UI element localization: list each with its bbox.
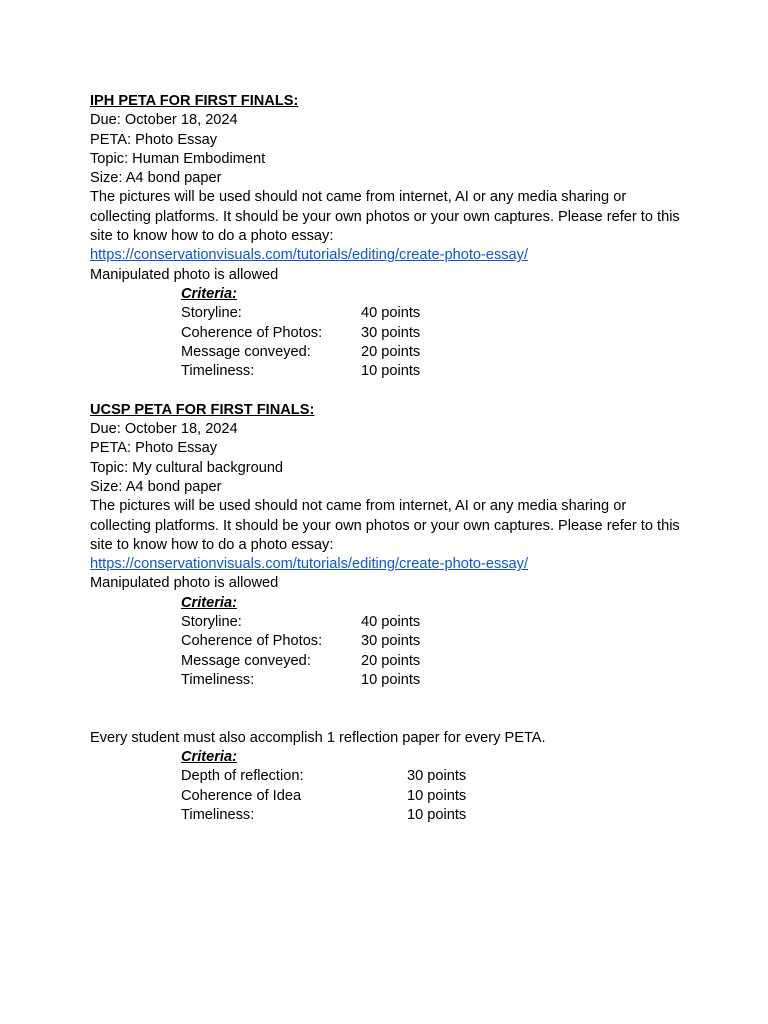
criteria-points: 40 points — [361, 305, 421, 322]
criteria-points: 30 points — [361, 324, 421, 341]
ucsp-title: UCSP PETA FOR FIRST FINALS: — [90, 401, 315, 418]
criteria-label: Timeliness: — [181, 806, 255, 823]
criteria-label: Coherence of Photos: — [181, 324, 323, 341]
document-page — [90, 92, 690, 825]
ucsp-peta: PETA: Photo Essay — [90, 440, 218, 457]
reflection-text: Every student must also accomplish 1 reflection paper for every PETA. — [90, 729, 546, 746]
ucsp-criteria-row — [181, 652, 690, 671]
reflection-criteria-row — [181, 806, 690, 825]
criteria-label: Depth of reflection: — [181, 768, 304, 785]
ucsp-criteria-row — [181, 632, 690, 651]
reflection-criteria-row — [181, 767, 690, 786]
iph-criteria-row — [181, 304, 690, 323]
ucsp-criteria — [90, 594, 690, 690]
iph-criteria — [90, 285, 690, 381]
criteria-label: Message conveyed: — [181, 652, 311, 669]
criteria-label: Timeliness: — [181, 671, 255, 688]
criteria-label: Message conveyed: — [181, 343, 311, 360]
ucsp-link-line — [90, 555, 690, 574]
criteria-points: 10 points — [361, 671, 421, 688]
iph-due: Due: October 18, 2024 — [90, 112, 238, 129]
ucsp-size: Size: A4 bond paper — [90, 478, 222, 495]
ucsp-topic: Topic: My cultural background — [90, 459, 284, 476]
reflection-criteria-row — [181, 787, 690, 806]
ucsp-photo-essay-link[interactable]: https://conservationvisuals.com/tutorials/editing/create-photo-essay/ — [90, 556, 529, 573]
iph-criteria-row — [181, 362, 690, 381]
criteria-points: 10 points — [407, 806, 467, 823]
criteria-label: Timeliness: — [181, 363, 255, 380]
criteria-points: 10 points — [407, 787, 467, 804]
iph-size: Size: A4 bond paper — [90, 170, 222, 187]
criteria-points: 20 points — [361, 652, 421, 669]
iph-topic: Topic: Human Embodiment — [90, 150, 266, 167]
reflection-criteria-title: Criteria: — [181, 749, 237, 766]
iph-link-line — [90, 246, 690, 265]
iph-instructions: The pictures will be used should not came from internet, AI or any media sharing or collecting platforms. It should be your own photos or your own captures. Please refer to this site to know how to do a photo essay: — [90, 189, 680, 245]
criteria-points: 30 points — [407, 768, 467, 785]
ucsp-criteria-title: Criteria: — [181, 594, 237, 611]
criteria-label: Coherence of Photos: — [181, 633, 323, 650]
iph-photo-essay-link[interactable]: https://conservationvisuals.com/tutorials/editing/create-photo-essay/ — [90, 247, 529, 264]
reflection-section — [90, 729, 690, 825]
ucsp-instructions: The pictures will be used should not came from internet, AI or any media sharing or collecting platforms. It should be your own photos or your own captures. Please refer to this site to know how to do a photo essay: — [90, 498, 680, 553]
criteria-label: Storyline: — [181, 614, 242, 631]
ucsp-due: Due: October 18, 2024 — [90, 421, 238, 438]
iph-manipulated: Manipulated photo is allowed — [90, 266, 279, 283]
ucsp-criteria-row — [181, 671, 690, 690]
criteria-points: 40 points — [361, 614, 421, 631]
iph-peta: PETA: Photo Essay — [90, 131, 218, 148]
iph-criteria-title: Criteria: — [181, 285, 237, 302]
iph-criteria-row — [181, 343, 690, 362]
ucsp-section — [90, 401, 690, 690]
reflection-criteria — [90, 748, 690, 825]
criteria-points: 30 points — [361, 633, 421, 650]
criteria-label: Coherence of Idea — [181, 787, 302, 804]
section-spacer — [90, 690, 690, 729]
iph-title: IPH PETA FOR FIRST FINALS: — [90, 93, 299, 109]
criteria-points: 10 points — [361, 363, 421, 380]
ucsp-manipulated: Manipulated photo is allowed — [90, 575, 279, 592]
iph-criteria-row — [181, 324, 690, 343]
section-spacer — [90, 381, 690, 400]
criteria-points: 20 points — [361, 343, 421, 360]
iph-section — [90, 92, 690, 381]
ucsp-criteria-row — [181, 613, 690, 632]
criteria-label: Storyline: — [181, 305, 242, 322]
